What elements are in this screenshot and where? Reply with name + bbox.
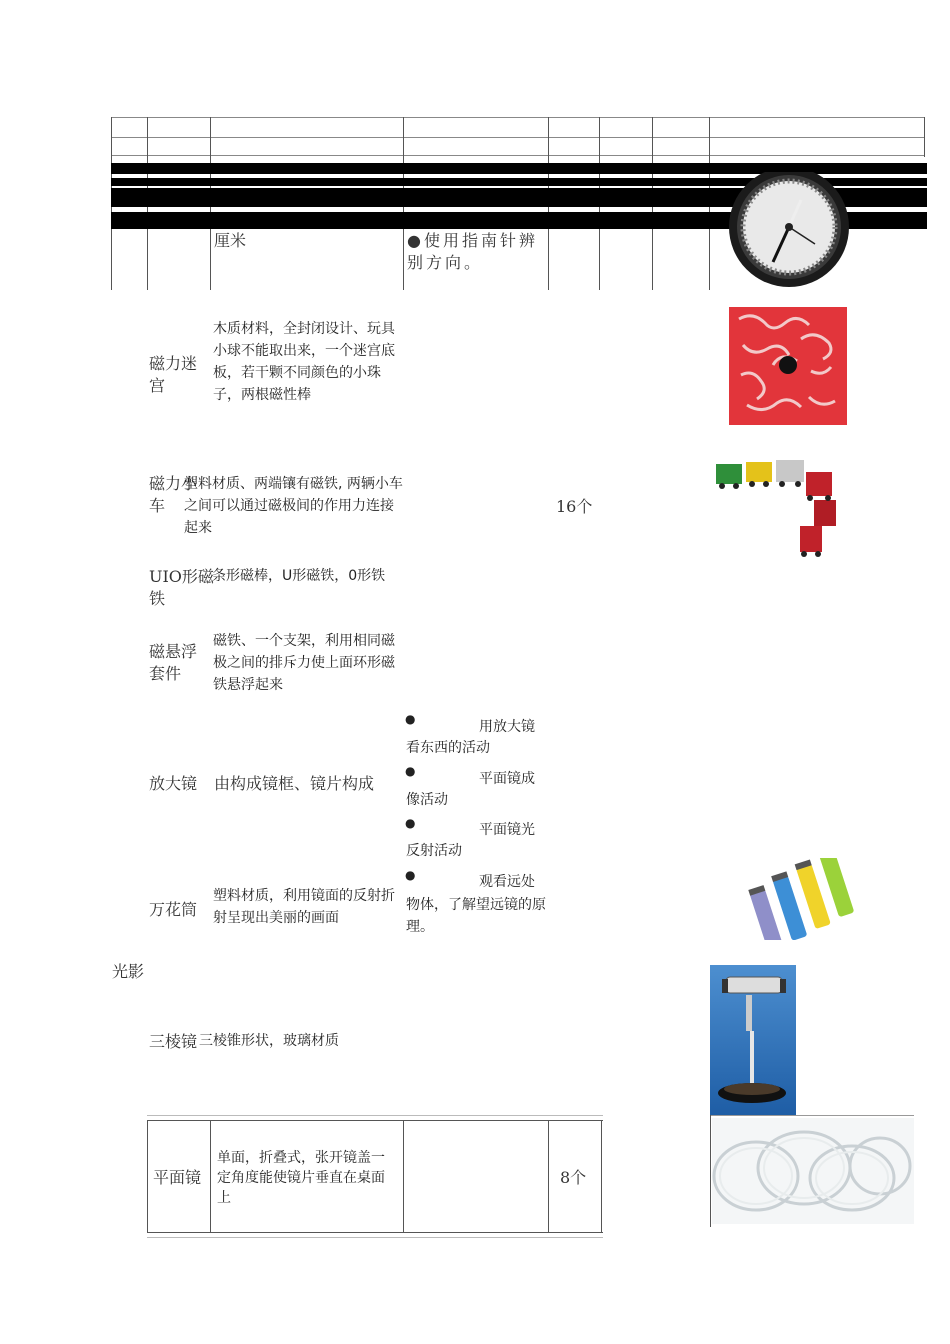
activity-text: 平面镜成 <box>479 771 535 787</box>
car-spec: 塑料材质、两端镶有磁铁, 两辆小车之间可以通过磁极间的作用力连接起来 <box>184 476 403 536</box>
activity-text: 用放大镜 <box>479 719 535 735</box>
table-rule <box>111 137 925 138</box>
car-name: 磁力小车 <box>149 474 198 515</box>
mirror-table-col <box>601 1120 602 1233</box>
activity-text: 物体，了解望远镜的原理。 <box>406 897 546 935</box>
prism-spec: 三棱锥形状，玻璃材质 <box>199 1033 339 1049</box>
prism-image <box>710 965 796 1115</box>
compass-activity: ●使用指南针辨别方向。 <box>407 231 538 272</box>
mirror-spec: 单面，折叠式，张开镜盖一定角度能使镜片垂直在桌面上 <box>217 1150 385 1206</box>
mirror-table-col <box>147 1120 148 1233</box>
compass-image <box>727 172 851 292</box>
activity-text: 观看远处 <box>479 874 535 890</box>
bullet-icon: ● <box>405 764 416 778</box>
mirror-table-col <box>548 1120 549 1233</box>
compass-spec: 厘米 <box>214 231 247 250</box>
magnifier-name: 放大镜 <box>149 774 198 793</box>
table-col-rule <box>924 117 925 157</box>
activity-text: 像活动 <box>406 792 448 808</box>
section-label-light-shadow: 光影 <box>112 962 145 981</box>
car-qty: 16个 <box>556 497 593 516</box>
kaleidoscope-spec: 塑料材质，利用镜面的反射折射呈现出美丽的画面 <box>213 888 395 926</box>
mirror-table-rule <box>147 1237 603 1238</box>
activity-text: 平面镜光 <box>479 822 535 838</box>
mirror-table-rule <box>147 1115 603 1116</box>
activity-text: 反射活动 <box>406 843 462 859</box>
uio-name: UIO形磁铁 <box>149 567 214 608</box>
mirror-table-col <box>403 1120 404 1233</box>
uio-spec: 条形磁棒，U形磁铁，0形铁 <box>212 568 386 584</box>
mirror-table-col <box>210 1120 211 1233</box>
magnetic-car-image <box>714 458 842 558</box>
activity-text: 看东西的活动 <box>406 740 490 756</box>
mirror-table-rule <box>147 1120 603 1121</box>
mirror-table-rule <box>147 1232 603 1233</box>
maze-name: 磁力迷宫 <box>149 354 198 395</box>
bullet-icon: ● <box>405 816 416 830</box>
bullet-icon: ● <box>405 868 416 882</box>
prism-name: 三棱镜 <box>149 1032 198 1051</box>
magnifier-spec: 由构成镜框、镜片构成 <box>214 774 375 793</box>
table-top-rule <box>111 117 925 118</box>
maze-spec: 木质材料，全封闭设计、玩具小球不能取出来，一个迷宫底板，若干颗不同颜色的小珠子，两根磁性棒 <box>213 321 395 403</box>
mirror-qty: 8个 <box>560 1168 587 1187</box>
image-box-rule <box>710 1115 914 1116</box>
mirror-name: 平面镜 <box>153 1168 202 1187</box>
levitation-spec: 磁铁、一个支架，利用相同磁极之间的排斥力使上面环形磁铁悬浮起来 <box>213 633 395 693</box>
bullet-icon: ● <box>405 712 416 726</box>
table-rule <box>111 155 925 156</box>
kaleidoscope-image <box>746 858 870 940</box>
maze-image <box>727 305 849 427</box>
kaleidoscope-name: 万花筒 <box>149 900 198 919</box>
levitation-name: 磁悬浮套件 <box>149 642 198 683</box>
mirror-image <box>712 1118 914 1224</box>
image-box-rule <box>710 1115 711 1227</box>
